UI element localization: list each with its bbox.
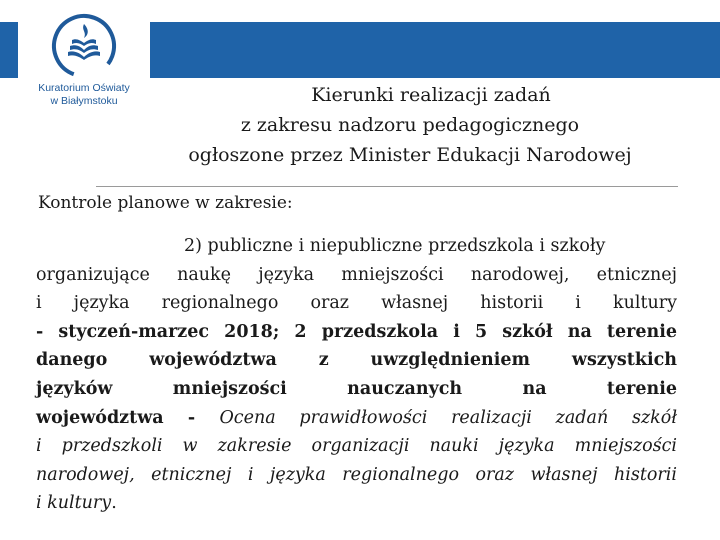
- body-line: - styczeń-marzec 2018; 2 przedszkola i 5 szkół na terenie: [36, 321, 677, 342]
- logo-text-line2: w Białymstoku: [50, 95, 118, 107]
- section-subtitle: Kontrole planowe w zakresie:: [38, 193, 293, 213]
- title-line-2: z zakresu nadzoru pedagogicznego: [240, 114, 580, 136]
- torch-book-emblem-icon: [48, 10, 120, 82]
- body-line: 2) publiczne i niepubliczne przedszkola i szkoły: [184, 236, 606, 256]
- body-line: [36, 489, 677, 518]
- body-line: organizujące naukę języka mniejszości narodowej, etnicznej: [36, 264, 677, 285]
- title-divider: [96, 186, 678, 187]
- body-bold-fragment: województwa -: [36, 407, 220, 428]
- logo-text-line1: Kuratorium Oświaty: [38, 82, 130, 94]
- body-line: języków mniejszości nauczanych na terenie: [36, 378, 677, 399]
- body-line: i języka regionalnego oraz własnej historii i kultury: [36, 293, 677, 314]
- body-end-period: .: [111, 493, 117, 514]
- title-line-3: ogłoszone przez Minister Edukacji Narodowej: [188, 144, 632, 166]
- kuratorium-logo: [18, 8, 150, 120]
- title-line-1: Kierunki realizacji zadań: [311, 84, 551, 106]
- body-italic-fragment: Ocena prawidłowości realizacji zadań szkół: [219, 407, 677, 428]
- body-italic-fragment: i kultury: [36, 493, 112, 514]
- body-line: i przedszkoli w zakresie organizacji nauki języka mniejszości: [36, 436, 677, 457]
- body-line: narodowej, etnicznej i języka regionalnego oraz własnej historii: [36, 464, 677, 485]
- body-line: danego województwa z uwzględnieniem wszystkich: [36, 350, 677, 371]
- body-paragraph: [36, 232, 677, 518]
- page-title: [100, 80, 720, 170]
- body-line: [36, 404, 677, 433]
